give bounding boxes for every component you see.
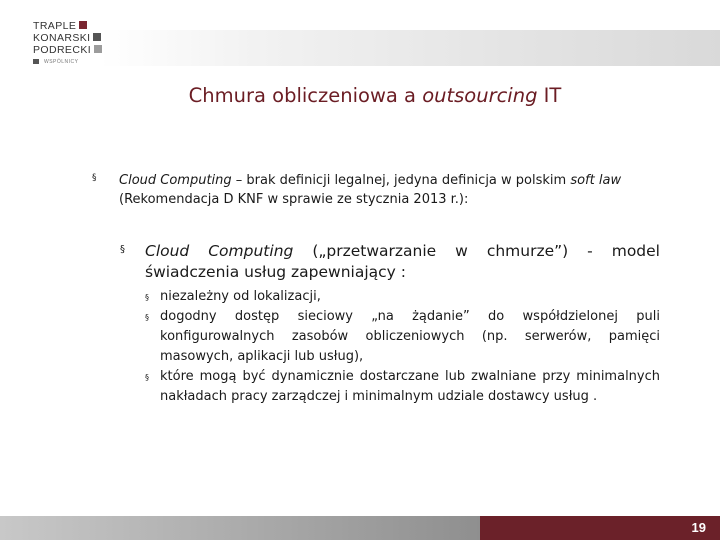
title-text: Chmura obliczeniowa a — [188, 84, 423, 107]
bullet-icon: § — [145, 373, 149, 382]
logo-line-3: PODRECKI — [33, 44, 92, 56]
bullet-level-1-text: Cloud Computing – brak definicji legalnej, jedyna definicja w polskim soft law (Rekomendacja D KNF w sprawie ze stycznia 2013 r.): — [119, 173, 622, 207]
logo-line-2: KONARSKI — [33, 32, 91, 44]
list-item: § dogodny dostęp sieciowy „na żądanie” do współdzielonej puli konfigurowalnych zasobów obliczeniowych (np. serwerów, pamięci masowych, aplikacji lub usług), — [145, 309, 660, 364]
bullet-icon: § — [92, 173, 97, 183]
footer-bar — [0, 516, 480, 540]
company-logo — [33, 20, 103, 65]
logo-line-4: WSPÓLNICY — [44, 59, 79, 65]
title-text-end: IT — [537, 84, 562, 107]
bullet-icon: § — [145, 313, 149, 322]
bullet-level-2 — [120, 241, 660, 283]
list-item: § które mogą być dynamicznie dostarczane lub zwalniane przy minimalnych nakładach pracy zarządczej i minimalnym udziale dostawcy usług . — [145, 369, 660, 404]
footer-accent — [480, 516, 720, 540]
bullet-level-2-text: Cloud Computing („przetwarzanie w chmurze”) - model świadczenia usług zapewniający : — [145, 242, 660, 281]
bullet-icon: § — [145, 293, 149, 302]
logo-square-icon — [93, 33, 101, 41]
bullet-level-1 — [92, 171, 662, 209]
header-band — [100, 30, 720, 66]
title-italic-text: outsourcing — [422, 84, 538, 107]
logo-square-icon — [79, 21, 87, 29]
logo-square-icon — [94, 45, 102, 53]
logo-line-1: TRAPLE — [33, 20, 77, 32]
page-number: 19 — [691, 520, 706, 535]
bullet-icon: § — [120, 244, 125, 255]
list-item: § niezależny od lokalizacji, — [145, 287, 660, 307]
bullet-level-3-list — [145, 287, 660, 407]
slide-title — [0, 84, 720, 107]
logo-small-square-icon — [33, 59, 39, 64]
